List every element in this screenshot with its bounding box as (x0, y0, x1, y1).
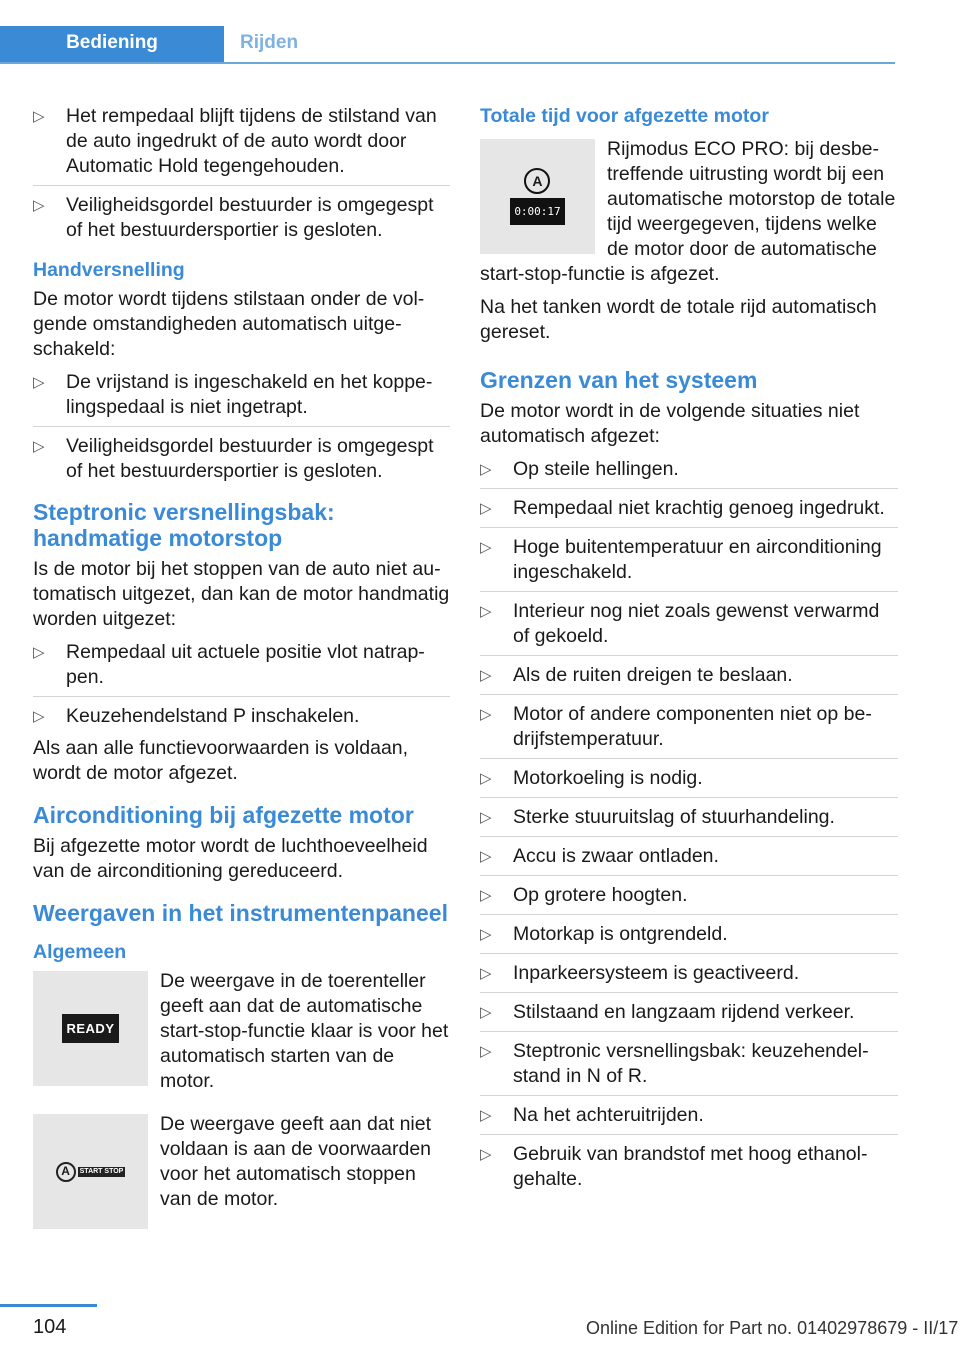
ready-indicator-row (33, 969, 450, 1094)
list-item: ▷ Als de ruiten dreigen te beslaan. (480, 663, 898, 695)
heading-airco: Airconditioning bij afgezette motor (33, 802, 414, 828)
heading-grenzen: Grenzen van het systeem (480, 367, 758, 393)
paragraph: Na het tanken wordt de totale rijd automatisch gereset. (480, 296, 877, 343)
chapter-tabs (0, 26, 895, 64)
timer-indicator-row (480, 133, 898, 287)
timer-value: 0:00:17 (510, 198, 564, 225)
paragraph: De weergave in de toerenteller geeft aan dat de automatische start-stop-functie klaar is voor het automatisch starten van de motor. (160, 970, 449, 1092)
right-column (480, 104, 898, 1199)
list-item: ▷ Na het achteruitrijden. (480, 1103, 898, 1135)
list-item: ▷ Keuzehendelstand P inschakelen. (33, 704, 450, 729)
list-item: ▷ Op steile hellingen. (480, 457, 898, 489)
list-item: ▷ De vrijstand is ingeschakeld en het koppelingspedaal is niet ingetrapt. (33, 370, 450, 427)
list-item: ▷ Motorkap is ontgrendeld. (480, 922, 898, 954)
list-item: ▷ Rempedaal uit actuele positie vlot natrappen. (33, 640, 450, 697)
list-item: ▷ Hoge buitentemperatuur en airconditioning ingeschakeld. (480, 535, 898, 592)
tab-rijden[interactable]: Rijden (240, 32, 299, 53)
list-item: ▷ Motorkoeling is nodig. (480, 766, 898, 798)
paragraph: De motor wordt tijdens stilstaan onder de volgende omstandigheden automatisch uitgeschakeld: (33, 288, 425, 360)
timer-indicator-image (480, 139, 595, 254)
list-item: ▷ Veiligheidsgordel bestuurder is omgegespt of het bestuurdersportier is gesloten. (33, 193, 450, 243)
list-item: ▷ Op grotere hoogten. (480, 883, 898, 915)
paragraph: De motor wordt in de volgende situaties niet automatisch afgezet: (480, 400, 860, 447)
list-item: ▷ Stilstaand en langzaam rijdend verkeer. (480, 1000, 898, 1032)
stop-timer-icon: A 0:00:17 (510, 168, 564, 225)
paragraph: Is de motor bij het stoppen van de auto niet automatisch uitgezet, dan kan de motor handmatig worden uitgezet: (33, 558, 450, 630)
footer-accent-line (0, 1304, 97, 1307)
page-number: 104 (33, 1316, 67, 1338)
list-item: ▷ Rempedaal niet krachtig genoeg ingedrukt. (480, 496, 898, 528)
list-item: ▷ Interieur nog niet zoals gewenst verwarmd of gekoeld. (480, 599, 898, 656)
list-item: ▷ Inparkeersysteem is geactiveerd. (480, 961, 898, 993)
paragraph: Als aan alle functievoorwaarden is voldaan, wordt de motor afgezet. (33, 737, 409, 784)
heading-steptronic: Steptronic versnellingsbak: handmatige motorstop (33, 499, 335, 551)
list-item: ▷ Gebruik van brandstof met hoog ethanolgehalte. (480, 1142, 898, 1192)
ready-indicator-image (33, 971, 148, 1086)
start-stop-icon: A START STOP (56, 1162, 126, 1182)
list-item: ▷ Veiligheidsgordel bestuurder is omgegespt of het bestuurdersportier is gesloten. (33, 434, 450, 484)
ready-label: READY (62, 1014, 118, 1043)
list-item: ▷ Het rempedaal blijft tijdens de stilstand van de auto ingedrukt of de auto wordt door Automatic Hold tegengehouden. (33, 104, 450, 186)
heading-handversnelling: Handversnelling (33, 259, 185, 281)
list-item: ▷ Motor of andere componenten niet op bedrijfstemperatuur. (480, 702, 898, 759)
start-stop-indicator-image (33, 1114, 148, 1229)
heading-algemeen: Algemeen (33, 941, 127, 963)
heading-totale-tijd: Totale tijd voor afgezette motor (480, 105, 769, 127)
start-stop-indicator-row (33, 1112, 450, 1232)
left-column (33, 104, 450, 1250)
edition-info: Online Edition for Part no. 01402978679 - II/17 (586, 1318, 959, 1338)
list-item: ▷ Steptronic versnellingsbak: keuzehendelstand in N of R. (480, 1039, 898, 1096)
tab-bediening[interactable]: Bediening (0, 26, 224, 62)
list-item: ▷ Sterke stuuruitslag of stuurhandeling. (480, 805, 898, 837)
paragraph: Rijmodus ECO PRO: bij desbetreffende uitrusting wordt bij een automatische motorstop de totale tijd weergegeven, tijdens welke de motor door de automatische start-stop-functie is afgezet. (480, 138, 896, 285)
paragraph: De weergave geeft aan dat niet voldaan is aan de voorwaarden voor het automatisch stoppen van de motor. (160, 1113, 432, 1210)
heading-weergaven: Weergaven in het instrumentenpaneel (33, 900, 448, 926)
list-item: ▷ Accu is zwaar ontladen. (480, 844, 898, 876)
paragraph: Bij afgezette motor wordt de luchthoeveelheid van de airconditioning gereduceerd. (33, 835, 428, 882)
